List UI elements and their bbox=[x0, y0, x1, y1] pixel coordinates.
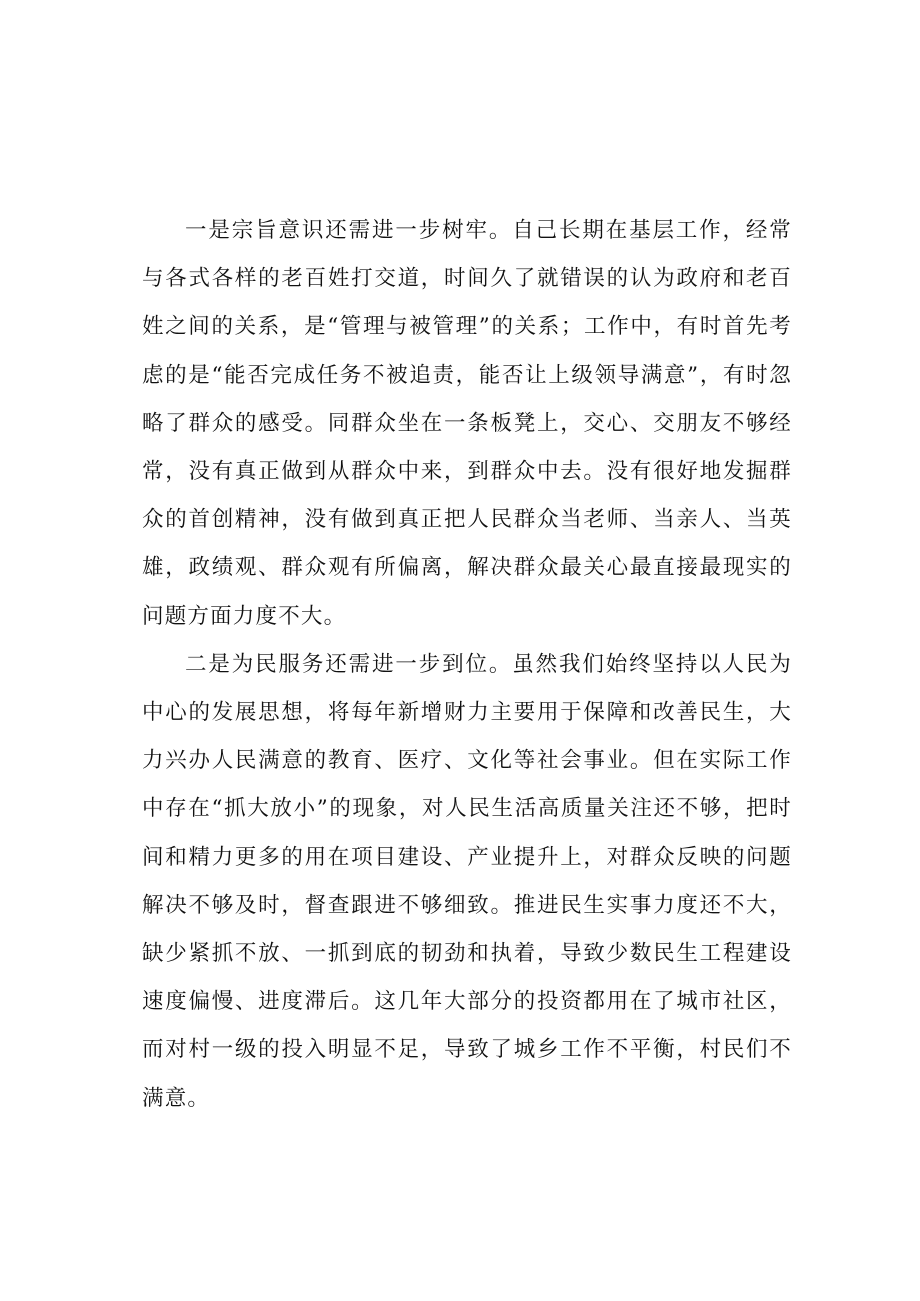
paragraph-public-service: 二是为民服务还需进一步到位。虽然我们始终坚持以人民为中心的发展思想，将每年新增财力主要用于保障和改善民生，大力兴办人民满意的教育、医疗、文化等社会事业。但在实际工作中存在“抓大放小”的现象，对人民生活高质量关注还不够，把时间和精力更多的用在项目建设、产业提升上，对群众反映的问题解决不够及时，督查跟进不够细致。推进民生实事力度还不大，缺少紧抓不放、一抓到底的韧劲和执着，导致少数民生工程建设速度偏慢、进度滞后。这几年大部分的投资都用在了城市社区，而对村一级的投入明显不足，导致了城乡工作不平衡，村民们不满意。 bbox=[142, 651, 792, 1111]
paragraph-purpose-awareness: 一是宗旨意识还需进一步树牢。自己长期在基层工作，经常与各式各样的老百姓打交道，时间久了就错误的认为政府和老百姓之间的关系，是“管理与被管理”的关系；工作中，有时首先考虑的是“能否完成任务不被追责，能否让上级领导满意”，有时忽略了群众的感受。同群众坐在一条板凳上，交心、交朋友不够经常，没有真正做到从群众中来，到群众中去。没有很好地发掘群众的首创精神，没有做到真正把人民群众当老师、当亲人、当英雄，政绩观、群众观有所偏离，解决群众最关心最直接最现实的问题方面力度不大。 bbox=[142, 218, 792, 629]
document-body bbox=[142, 207, 792, 1123]
